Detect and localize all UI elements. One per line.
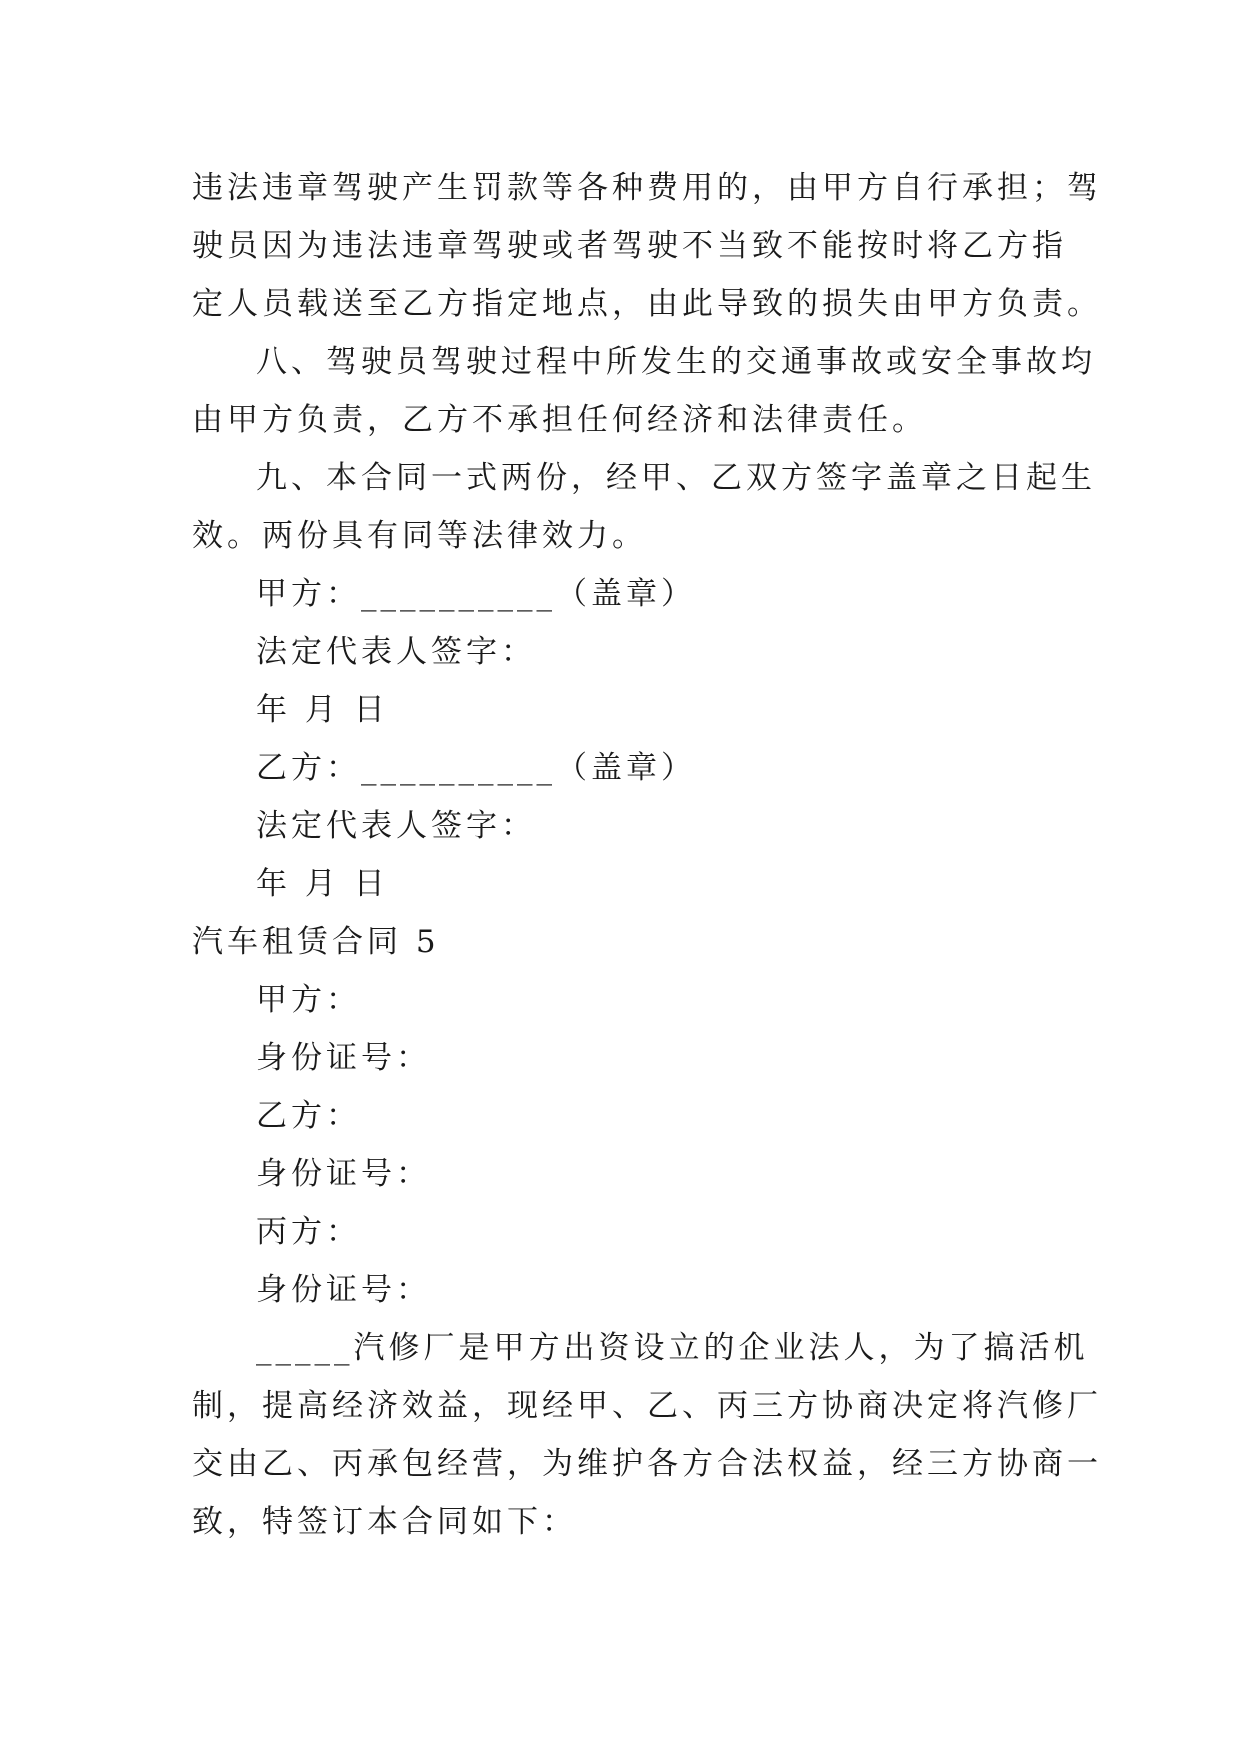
id-number-label: 身份证号： bbox=[256, 1040, 431, 1076]
paragraph-line: _____汽修厂是甲方出资设立的企业法人，为了搞活机 bbox=[256, 1330, 1089, 1366]
section-title: 汽车租赁合同 5 bbox=[192, 924, 440, 960]
clause-9-line: 九、本合同一式两份，经甲、乙双方签字盖章之日起生 bbox=[256, 460, 1096, 496]
paragraph-line: 驶员因为违法违章驾驶或者驾驶不当致不能按时将乙方指 bbox=[192, 228, 1067, 264]
id-number-label: 身份证号： bbox=[256, 1272, 431, 1308]
date-line: 年 月 日 bbox=[256, 692, 389, 728]
id-number-label: 身份证号： bbox=[256, 1156, 431, 1192]
party-a-signature: 甲方：__________（盖章） bbox=[256, 576, 696, 612]
legal-rep-signature: 法定代表人签字： bbox=[256, 808, 536, 844]
party-b-signature: 乙方：__________（盖章） bbox=[256, 750, 696, 786]
paragraph-line: 效。两份具有同等法律效力。 bbox=[192, 518, 647, 554]
party-a-label: 甲方： bbox=[256, 982, 361, 1018]
paragraph-line: 制，提高经济效益，现经甲、乙、丙三方协商决定将汽修厂 bbox=[192, 1388, 1102, 1424]
paragraph-line: 由甲方负责，乙方不承担任何经济和法律责任。 bbox=[192, 402, 927, 438]
paragraph-line: 违法违章驾驶产生罚款等各种费用的，由甲方自行承担；驾 bbox=[192, 170, 1102, 206]
party-b-label: 乙方： bbox=[256, 1098, 361, 1134]
party-c-label: 丙方： bbox=[256, 1214, 361, 1250]
legal-rep-signature: 法定代表人签字： bbox=[256, 634, 536, 670]
paragraph-line: 致，特签订本合同如下： bbox=[192, 1504, 577, 1540]
date-line: 年 月 日 bbox=[256, 866, 389, 902]
clause-8-line: 八、驾驶员驾驶过程中所发生的交通事故或安全事故均 bbox=[256, 344, 1096, 380]
paragraph-line: 交由乙、丙承包经营，为维护各方合法权益，经三方协商一 bbox=[192, 1446, 1102, 1482]
paragraph-line: 定人员载送至乙方指定地点，由此导致的损失由甲方负责。 bbox=[192, 286, 1102, 322]
